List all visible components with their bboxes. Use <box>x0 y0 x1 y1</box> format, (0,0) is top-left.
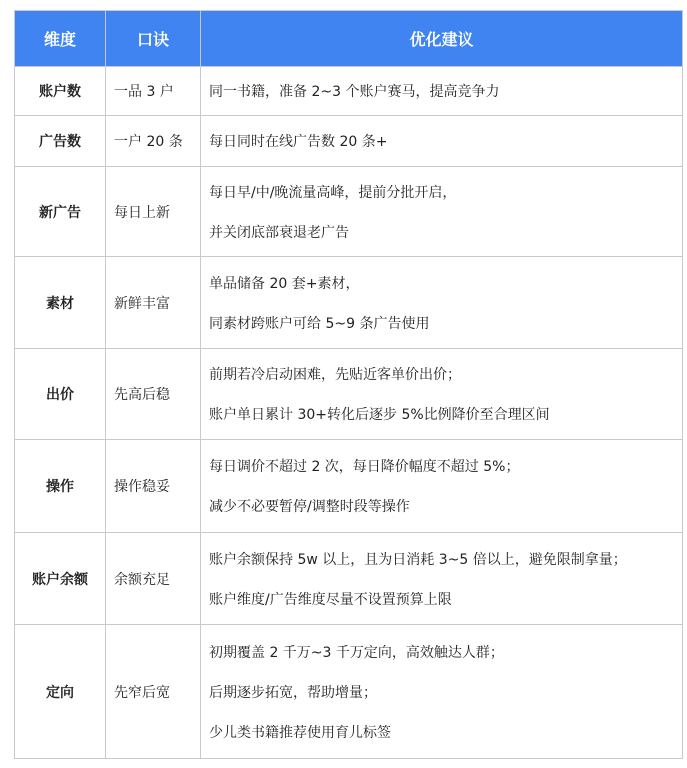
rhyme-cell: 先窄后宽 <box>106 625 201 759</box>
advice-cell <box>201 257 683 349</box>
header-rhyme: 口诀 <box>106 11 201 67</box>
dimension-cell: 定向 <box>15 625 106 759</box>
rhyme-cell: 操作稳妥 <box>106 440 201 533</box>
advice-line: 单品储备 20 套+素材， <box>209 275 360 292</box>
table-row <box>15 67 683 116</box>
dimension-cell: 账户数 <box>15 67 106 116</box>
advice-cell <box>201 349 683 440</box>
table-row <box>15 167 683 257</box>
advice-line: 同一书籍，准备 2~3 个账户赛马，提高竞争力 <box>209 84 500 100</box>
advice-cell <box>201 67 683 116</box>
table-row <box>15 116 683 167</box>
advice-cell <box>201 625 683 759</box>
advice-line: 同素材跨账户可给 5~9 条广告使用 <box>209 315 430 332</box>
rhyme-cell: 先高后稳 <box>106 349 201 440</box>
advice-line: 账户单日累计 30+转化后逐步 5%比例降价至合理区间 <box>209 407 550 423</box>
advice-line: 每日早/中/晚流量高峰，提前分批开启， <box>209 184 457 201</box>
dimension-cell: 操作 <box>15 440 106 533</box>
advice-cell <box>201 116 683 167</box>
advice-line: 并关闭底部衰退老广告 <box>209 224 349 241</box>
dimension-cell: 广告数 <box>15 116 106 167</box>
table-row <box>15 349 683 440</box>
rhyme-cell: 余额充足 <box>106 533 201 625</box>
advice-line: 每日同时在线广告数 20 条+ <box>209 134 388 150</box>
advice-line: 初期覆盖 2 千万~3 千万定向，高效触达人群； <box>209 644 504 661</box>
advice-line: 少儿类书籍推荐使用育儿标签 <box>209 724 391 741</box>
advice-line: 每日调价不超过 2 次，每日降价幅度不超过 5%； <box>209 459 520 475</box>
rhyme-cell: 一户 20 条 <box>106 116 201 167</box>
table-row <box>15 257 683 349</box>
table-row <box>15 625 683 759</box>
advice-cell <box>201 167 683 257</box>
advice-line: 后期逐步拓宽，帮助增量； <box>209 684 377 701</box>
rhyme-cell: 新鲜丰富 <box>106 257 201 349</box>
table-row <box>15 533 683 625</box>
advice-cell <box>201 533 683 625</box>
table-row <box>15 440 683 533</box>
header-row <box>15 11 683 67</box>
dimension-cell: 账户余额 <box>15 533 106 625</box>
optimization-table <box>14 10 683 759</box>
advice-line: 前期若冷启动困难，先贴近客单价出价； <box>209 367 461 383</box>
header-advice: 优化建议 <box>201 11 683 67</box>
dimension-cell: 素材 <box>15 257 106 349</box>
dimension-cell: 出价 <box>15 349 106 440</box>
rhyme-cell: 一品 3 户 <box>106 67 201 116</box>
advice-line: 账户余额保持 5w 以上，且为日消耗 3~5 倍以上，避免限制拿量； <box>209 551 627 568</box>
advice-cell <box>201 440 683 533</box>
advice-line: 减少不必要暂停/调整时段等操作 <box>209 499 410 515</box>
rhyme-cell: 每日上新 <box>106 167 201 257</box>
advice-line: 账户维度/广告维度尽量不设置预算上限 <box>209 591 452 608</box>
dimension-cell: 新广告 <box>15 167 106 257</box>
header-dimension: 维度 <box>15 11 106 67</box>
